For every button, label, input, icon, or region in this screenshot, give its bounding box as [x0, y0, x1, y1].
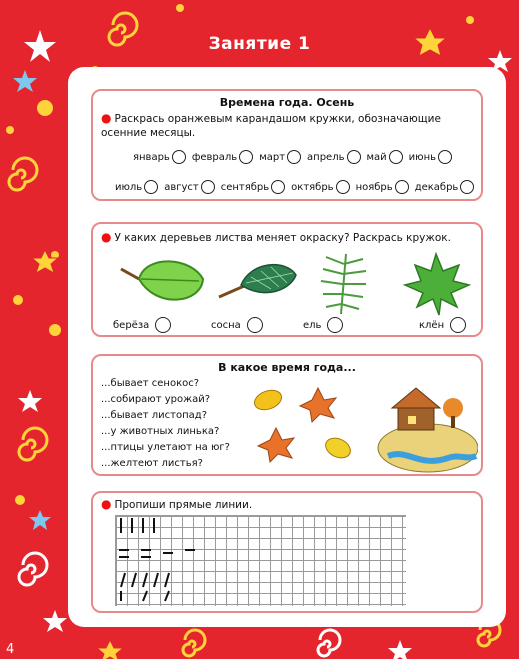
spruce-branch-icon — [321, 254, 366, 314]
tree-option-pine: сосна — [211, 317, 263, 333]
line-patterns — [115, 515, 235, 605]
answer-circle[interactable] — [271, 180, 285, 194]
tree-leaves-illustration — [101, 249, 481, 319]
seasons-title: Времена года. Осень — [219, 96, 355, 109]
birch-leaf-icon — [121, 261, 203, 299]
month-option — [356, 182, 409, 193]
question-item: ...бывает сенокос? — [101, 378, 200, 389]
month-label: сентябрь — [220, 182, 270, 193]
answer-circle[interactable] — [287, 150, 301, 164]
season-questions-title: В какое время года... — [218, 361, 356, 374]
month-option — [415, 182, 475, 193]
content-sheet — [68, 67, 506, 627]
pine-branch-icon — [219, 265, 296, 297]
answer-circle[interactable] — [172, 150, 186, 164]
answer-circle[interactable] — [155, 317, 171, 333]
month-label: июль — [115, 182, 143, 193]
question-item: ...бывает листопад? — [101, 410, 207, 421]
month-option — [115, 182, 158, 193]
month-label: июнь — [408, 152, 437, 163]
answer-circle[interactable] — [201, 180, 215, 194]
answer-circle[interactable] — [144, 180, 158, 194]
trees-card — [91, 222, 483, 337]
straight-lines-card — [91, 491, 483, 613]
month-label: март — [259, 152, 286, 163]
months-row-1 — [127, 150, 452, 164]
tree-option-spruce: ель — [303, 317, 343, 333]
month-label: ноябрь — [355, 182, 393, 193]
autumn-house-scene-icon — [378, 388, 478, 472]
answer-circle[interactable] — [395, 180, 409, 194]
bullet-icon: ● — [101, 111, 112, 125]
months-row-2 — [109, 180, 474, 194]
question-item: ...птицы улетают на юг? — [101, 442, 230, 453]
autumn-illustration — [248, 378, 478, 473]
bullet-icon: ● — [101, 230, 112, 244]
month-option — [409, 152, 452, 163]
month-option — [192, 152, 253, 163]
month-option — [164, 182, 215, 193]
answer-circle[interactable] — [247, 317, 263, 333]
seasons-card — [91, 89, 483, 201]
bullet-icon: ● — [101, 497, 112, 511]
month-label: апрель — [307, 152, 345, 163]
question-item: ...собирают урожай? — [101, 394, 211, 405]
month-label: январь — [133, 152, 170, 163]
question-item: ...желтеют листья? — [101, 458, 203, 469]
answer-circle[interactable] — [389, 150, 403, 164]
answer-circle[interactable] — [450, 317, 466, 333]
season-questions-card — [91, 354, 483, 476]
maple-leaf-icon — [405, 254, 469, 315]
answer-circle[interactable] — [336, 180, 350, 194]
month-label: август — [164, 182, 199, 193]
answer-circle[interactable] — [239, 150, 253, 164]
yellow-leaf-icon — [252, 387, 284, 413]
month-label: октябрь — [291, 182, 334, 193]
month-label: декабрь — [414, 182, 459, 193]
orange-leaf-icon — [300, 388, 336, 422]
answer-circle[interactable] — [327, 317, 343, 333]
trees-instruction: У каких деревьев листва меняет окраску? Раскрась кружок. — [114, 232, 451, 244]
lines-instruction: Пропиши прямые линии. — [114, 499, 253, 511]
yellow-leaf-icon — [322, 434, 353, 461]
month-option — [259, 152, 301, 163]
answer-circle[interactable] — [460, 180, 474, 194]
month-label: май — [366, 152, 387, 163]
page-number: 4 — [6, 642, 15, 657]
seasons-instruction: Раскрась оранжевым карандашом кружки, обозначающие осенние месяцы. — [101, 113, 441, 139]
month-option — [291, 182, 349, 193]
question-list — [101, 376, 230, 472]
orange-leaf-icon — [258, 428, 294, 462]
question-item: ...у животных линька? — [101, 426, 220, 437]
lesson-title: Занятие 1 — [208, 34, 311, 54]
month-option — [133, 152, 186, 163]
month-option — [367, 152, 403, 163]
tree-option-birch: берёза — [113, 317, 171, 333]
tree-option-maple: клён — [419, 317, 466, 333]
answer-circle[interactable] — [347, 150, 361, 164]
month-option — [221, 182, 285, 193]
answer-circle[interactable] — [438, 150, 452, 164]
month-option — [307, 152, 360, 163]
month-label: февраль — [191, 152, 238, 163]
